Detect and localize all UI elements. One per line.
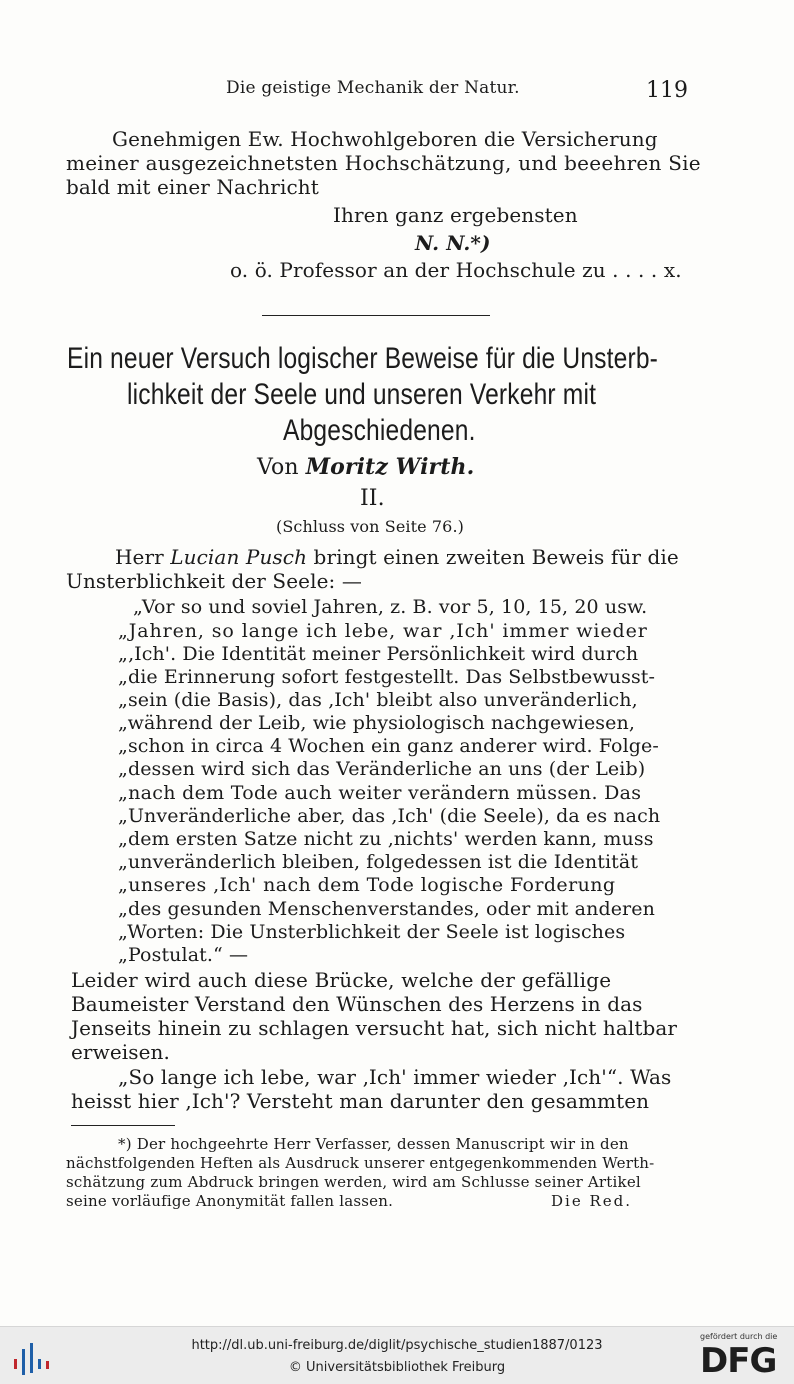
quote-line: „unveränderlich bleiben, folgedessen ist die Identität [118, 851, 639, 873]
quote-line: „schon in circa 4 Wochen ein ganz anderer wird. Folge- [118, 735, 659, 757]
dfg-logo: DFG [700, 1341, 777, 1381]
footnote-line: seine vorläufige Anonymität fallen lassen. [66, 1192, 394, 1210]
byline-prefix: Von [257, 455, 299, 480]
letter-salutation: Ihren ganz ergebensten [333, 203, 578, 227]
quote-line: „nach dem Tode auch weiter verändern müssen. Das [118, 782, 642, 804]
quote-line: „Vor so und soviel Jahren, z. B. vor 5, 10, 15, 20 usw. [133, 596, 648, 618]
viewer-footer [0, 1326, 794, 1384]
part-number: II. [360, 486, 385, 511]
letter-line: Genehmigen Ew. Hochwohlgeboren die Versicherung [112, 127, 658, 151]
footnote-line: nächstfolgenden Heften als Ausdruck unserer entgegenkommenden Werth- [66, 1154, 655, 1172]
funding-note: gefördert durch die [700, 1332, 778, 1341]
body-paragraph-line: erweisen. [71, 1040, 170, 1064]
quote-line: „Worten: Die Unsterblichkeit der Seele ist logisches [118, 921, 626, 943]
body-paragraph-line: heisst hier ‚Ich'? Versteht man darunter den gesammten [71, 1089, 650, 1113]
body-paragraph-line: Baumeister Verstand den Wünschen des Herzens in das [71, 992, 643, 1016]
body-paragraph-line: „So lange ich lebe, war ‚Ich' immer wieder ‚Ich'“. Was [118, 1065, 672, 1089]
quote-line: „dessen wird sich das Veränderliche an uns (der Leib) [118, 758, 646, 780]
text-run: Herr [115, 545, 171, 569]
section-divider [262, 315, 490, 316]
source-url-link[interactable]: http://dl.ub.uni-freiburg.de/diglit/psychische_studien1887/0123 [191, 1338, 603, 1353]
article-title-line: Abgeschiedenen. [283, 414, 476, 447]
text-run: bringt einen zweiten Beweis für die [307, 545, 679, 569]
quote-line: „‚Ich'. Die Identität meiner Persönlichkeit wird durch [118, 643, 639, 665]
continuation-note: (Schluss von Seite 76.) [276, 517, 464, 536]
person-name: Lucian Pusch [170, 545, 308, 569]
article-title-line: lichkeit der Seele und unseren Verkehr mit [127, 378, 597, 411]
footnote-line: *) Der hochgeehrte Herr Verfasser, dessen Manuscript wir in den [118, 1135, 629, 1153]
quote-line: „sein (die Basis), das ‚Ich' bleibt also unveränderlich, [118, 689, 638, 711]
letter-signature: N. N.*) [415, 231, 491, 255]
body-paragraph-line: Unsterblichkeit der Seele: — [66, 569, 362, 593]
footnote-line: schätzung zum Abdruck bringen werden, wird am Schlusse seiner Artikel [66, 1173, 641, 1191]
quote-line: „dem ersten Satze nicht zu ‚nichts' werden kann, muss [118, 828, 654, 850]
running-title: Die geistige Mechanik der Natur. [226, 78, 520, 98]
body-paragraph-line: Jenseits hinein zu schlagen versucht hat, sich nicht haltbar [71, 1016, 678, 1040]
byline [257, 455, 474, 480]
quote-line: „unseres ‚Ich' nach dem Tode logische Forderung [118, 874, 616, 896]
letter-line: bald mit einer Nachricht [66, 175, 319, 199]
body-paragraph-line [115, 545, 679, 569]
quote-line: „während der Leib, wie physiologisch nachgewiesen, [118, 712, 635, 734]
page-number: 119 [646, 78, 688, 103]
body-paragraph-line: Leider wird auch diese Brücke, welche der gefällige [71, 968, 612, 992]
quote-line: „Postulat.“ — [118, 944, 249, 966]
quote-line: „die Erinnerung sofort festgestellt. Das Selbstbewusst- [118, 666, 656, 688]
article-title-line: Ein neuer Versuch logischer Beweise für die Unsterb- [67, 342, 659, 375]
quote-line: „Unveränderliche aber, das ‚Ich' (die Seele), da es nach [118, 805, 661, 827]
quote-line: „des gesunden Menschenverstandes, oder mit anderen [118, 898, 655, 920]
letter-position: o. ö. Professor an der Hochschule zu . . . . x. [230, 258, 682, 282]
quote-line: „Jahren, so lange ich lebe, war ‚Ich' immer wieder [118, 620, 648, 642]
copyright-text: © Universitätsbibliothek Freiburg [288, 1360, 506, 1375]
footnote-divider [71, 1125, 175, 1126]
author-name: Moritz Wirth. [305, 454, 475, 480]
letter-line: meiner ausgezeichnetsten Hochschätzung, und beeehren Sie [66, 151, 701, 175]
footnote-editor: Die Red. [551, 1192, 633, 1210]
